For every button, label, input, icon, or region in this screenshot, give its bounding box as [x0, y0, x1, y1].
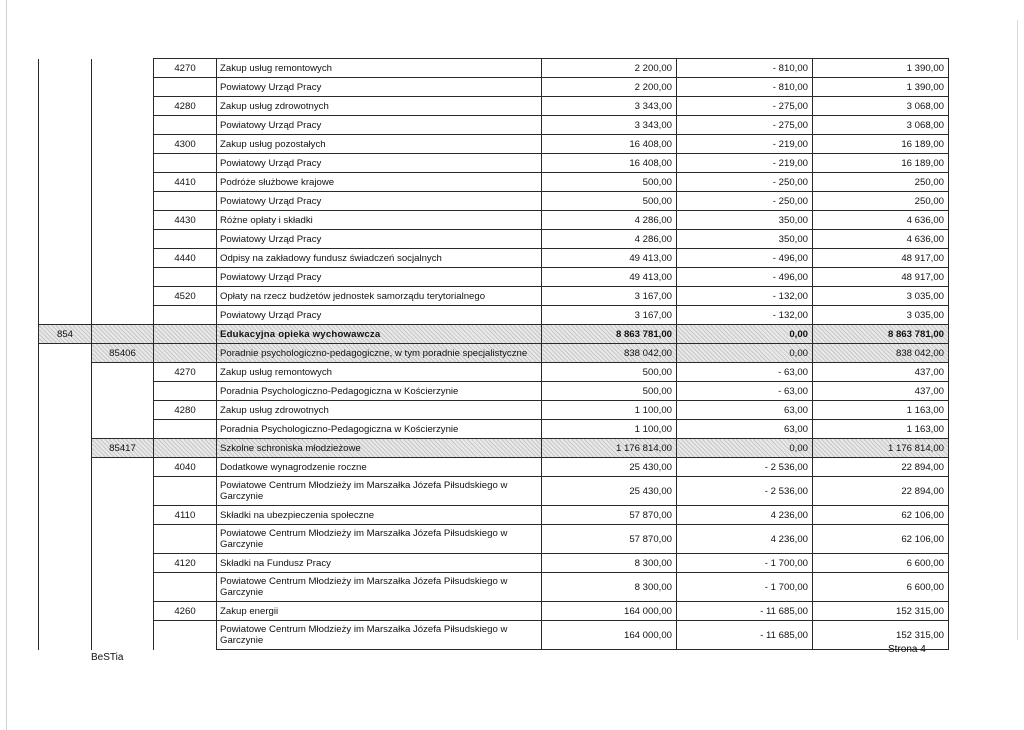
- item-name-cell: Zakup usług pozostałych: [217, 135, 542, 154]
- change-amount-cell: - 496,00: [677, 268, 813, 287]
- unit-row: [39, 230, 949, 249]
- unit-row: [39, 621, 949, 650]
- rozdzial-cell: [92, 573, 154, 602]
- item-name-cell: Powiatowy Urząd Pracy: [217, 268, 542, 287]
- item-name-cell: Odpisy na zakładowy fundusz świadczeń socjalnych: [217, 249, 542, 268]
- rozdzial-cell: [92, 458, 154, 477]
- unit-row: [39, 192, 949, 211]
- rozdzial-cell: [92, 116, 154, 135]
- unit-row: [39, 420, 949, 439]
- rozdzial-cell: [92, 287, 154, 306]
- rozdzial-cell: [92, 363, 154, 382]
- rozdzial-row: [39, 344, 949, 363]
- rozdzial-cell: [92, 306, 154, 325]
- change-amount-cell: - 275,00: [677, 116, 813, 135]
- paragraf-row: [39, 249, 949, 268]
- paragraf-cell: 4270: [154, 59, 217, 78]
- paragraf-cell: [154, 116, 217, 135]
- rozdzial-cell: [92, 154, 154, 173]
- rozdzial-cell: [92, 59, 154, 78]
- item-name-cell: Powiatowy Urząd Pracy: [217, 306, 542, 325]
- change-amount-cell: 63,00: [677, 420, 813, 439]
- dzial-cell: [39, 78, 92, 97]
- dzial-cell: [39, 97, 92, 116]
- plan-amount-cell: 500,00: [542, 363, 677, 382]
- dzial-cell: [39, 382, 92, 401]
- item-name-cell: Opłaty na rzecz budżetów jednostek samorządu terytorialnego: [217, 287, 542, 306]
- after-change-amount-cell: 22 894,00: [813, 477, 949, 506]
- after-change-amount-cell: 3 068,00: [813, 97, 949, 116]
- paragraf-cell: [154, 621, 217, 650]
- plan-amount-cell: 3 167,00: [542, 287, 677, 306]
- item-name-cell: Powiatowe Centrum Młodzieży im Marszałka Józefa Piłsudskiego w Garczynie: [217, 573, 542, 602]
- change-amount-cell: - 2 536,00: [677, 458, 813, 477]
- change-amount-cell: - 11 685,00: [677, 602, 813, 621]
- dzial-cell: [39, 173, 92, 192]
- after-change-amount-cell: 6 600,00: [813, 554, 949, 573]
- dzial-cell: [39, 525, 92, 554]
- item-name-cell: Edukacyjna opieka wychowawcza: [217, 325, 542, 344]
- item-name-cell: Powiatowe Centrum Młodzieży im Marszałka Józefa Piłsudskiego w Garczynie: [217, 525, 542, 554]
- plan-amount-cell: 3 343,00: [542, 97, 677, 116]
- item-name-cell: Powiatowe Centrum Młodzieży im Marszałka Józefa Piłsudskiego w Garczynie: [217, 621, 542, 650]
- after-change-amount-cell: 1 390,00: [813, 59, 949, 78]
- change-amount-cell: 0,00: [677, 344, 813, 363]
- change-amount-cell: - 219,00: [677, 154, 813, 173]
- after-change-amount-cell: 1 163,00: [813, 401, 949, 420]
- footer-page-number: Strona 4: [888, 644, 926, 655]
- dzial-cell: [39, 420, 92, 439]
- dzial-cell: [39, 573, 92, 602]
- paragraf-cell: 4110: [154, 506, 217, 525]
- unit-row: [39, 573, 949, 602]
- dzial-cell: [39, 344, 92, 363]
- item-name-cell: Różne opłaty i składki: [217, 211, 542, 230]
- rozdzial-cell: 85406: [92, 344, 154, 363]
- rozdzial-cell: [92, 554, 154, 573]
- after-change-amount-cell: 1 176 814,00: [813, 439, 949, 458]
- plan-amount-cell: 4 286,00: [542, 211, 677, 230]
- change-amount-cell: - 250,00: [677, 192, 813, 211]
- dzial-cell: [39, 268, 92, 287]
- plan-amount-cell: 25 430,00: [542, 477, 677, 506]
- plan-amount-cell: 3 167,00: [542, 306, 677, 325]
- dzial-cell: [39, 477, 92, 506]
- footer-program-name: BeSTia: [91, 652, 124, 663]
- item-name-cell: Powiatowe Centrum Młodzieży im Marszałka Józefa Piłsudskiego w Garczynie: [217, 477, 542, 506]
- after-change-amount-cell: 3 068,00: [813, 116, 949, 135]
- item-name-cell: Zakup usług zdrowotnych: [217, 401, 542, 420]
- budget-changes-table: [38, 58, 949, 650]
- plan-amount-cell: 1 100,00: [542, 401, 677, 420]
- rozdzial-cell: [92, 506, 154, 525]
- plan-amount-cell: 4 286,00: [542, 230, 677, 249]
- item-name-cell: Powiatowy Urząd Pracy: [217, 192, 542, 211]
- paragraf-row: [39, 401, 949, 420]
- paragraf-cell: [154, 268, 217, 287]
- rozdzial-row: [39, 439, 949, 458]
- rozdzial-cell: [92, 621, 154, 650]
- change-amount-cell: - 275,00: [677, 97, 813, 116]
- dzial-cell: [39, 154, 92, 173]
- dzial-cell: [39, 116, 92, 135]
- dzial-cell: [39, 554, 92, 573]
- scan-edge-right: [1017, 20, 1018, 640]
- paragraf-cell: 4280: [154, 97, 217, 116]
- plan-amount-cell: 8 300,00: [542, 554, 677, 573]
- dzial-cell: [39, 287, 92, 306]
- plan-amount-cell: 57 870,00: [542, 525, 677, 554]
- paragraf-cell: [154, 573, 217, 602]
- item-name-cell: Poradnia Psychologiczno-Pedagogiczna w Kościerzynie: [217, 382, 542, 401]
- scan-edge-left: [6, 0, 7, 730]
- rozdzial-cell: [92, 97, 154, 116]
- change-amount-cell: - 496,00: [677, 249, 813, 268]
- plan-amount-cell: 500,00: [542, 382, 677, 401]
- rozdzial-cell: [92, 382, 154, 401]
- item-name-cell: Poradnia Psychologiczno-Pedagogiczna w Kościerzynie: [217, 420, 542, 439]
- paragraf-cell: [154, 420, 217, 439]
- rozdzial-cell: [92, 525, 154, 554]
- change-amount-cell: - 810,00: [677, 78, 813, 97]
- change-amount-cell: - 2 536,00: [677, 477, 813, 506]
- change-amount-cell: 0,00: [677, 325, 813, 344]
- plan-amount-cell: 25 430,00: [542, 458, 677, 477]
- item-name-cell: Powiatowy Urząd Pracy: [217, 116, 542, 135]
- rozdzial-cell: [92, 401, 154, 420]
- rozdzial-cell: [92, 78, 154, 97]
- item-name-cell: Poradnie psychologiczno-pedagogiczne, w tym poradnie specjalistyczne: [217, 344, 542, 363]
- after-change-amount-cell: 4 636,00: [813, 211, 949, 230]
- dzial-cell: [39, 439, 92, 458]
- paragraf-row: [39, 135, 949, 154]
- dzial-cell: [39, 59, 92, 78]
- rozdzial-cell: [92, 249, 154, 268]
- paragraf-cell: 4440: [154, 249, 217, 268]
- after-change-amount-cell: 152 315,00: [813, 621, 949, 650]
- paragraf-cell: 4260: [154, 602, 217, 621]
- plan-amount-cell: 500,00: [542, 173, 677, 192]
- paragraf-row: [39, 97, 949, 116]
- plan-amount-cell: 838 042,00: [542, 344, 677, 363]
- paragraf-row: [39, 506, 949, 525]
- item-name-cell: Zakup usług remontowych: [217, 59, 542, 78]
- change-amount-cell: - 11 685,00: [677, 621, 813, 650]
- change-amount-cell: 63,00: [677, 401, 813, 420]
- after-change-amount-cell: 62 106,00: [813, 506, 949, 525]
- dzial-cell: [39, 306, 92, 325]
- plan-amount-cell: 16 408,00: [542, 135, 677, 154]
- paragraf-cell: [154, 525, 217, 554]
- paragraf-cell: [154, 477, 217, 506]
- plan-amount-cell: 2 200,00: [542, 78, 677, 97]
- after-change-amount-cell: 4 636,00: [813, 230, 949, 249]
- unit-row: [39, 116, 949, 135]
- paragraf-row: [39, 211, 949, 230]
- item-name-cell: Szkolne schroniska młodzieżowe: [217, 439, 542, 458]
- plan-amount-cell: 1 100,00: [542, 420, 677, 439]
- dzial-cell: [39, 401, 92, 420]
- paragraf-cell: 4300: [154, 135, 217, 154]
- paragraf-cell: [154, 154, 217, 173]
- rozdzial-cell: [92, 477, 154, 506]
- change-amount-cell: - 219,00: [677, 135, 813, 154]
- change-amount-cell: 350,00: [677, 211, 813, 230]
- paragraf-cell: [154, 439, 217, 458]
- budget-table-body: [39, 59, 949, 650]
- paragraf-cell: 4040: [154, 458, 217, 477]
- dzial-cell: [39, 249, 92, 268]
- dzial-row: [39, 325, 949, 344]
- after-change-amount-cell: 250,00: [813, 192, 949, 211]
- plan-amount-cell: 57 870,00: [542, 506, 677, 525]
- paragraf-cell: 4520: [154, 287, 217, 306]
- after-change-amount-cell: 1 163,00: [813, 420, 949, 439]
- dzial-cell: [39, 192, 92, 211]
- paragraf-row: [39, 363, 949, 382]
- after-change-amount-cell: 48 917,00: [813, 268, 949, 287]
- unit-row: [39, 477, 949, 506]
- rozdzial-cell: [92, 135, 154, 154]
- dzial-cell: 854: [39, 325, 92, 344]
- paragraf-cell: [154, 192, 217, 211]
- dzial-cell: [39, 230, 92, 249]
- dzial-cell: [39, 602, 92, 621]
- paragraf-row: [39, 458, 949, 477]
- plan-amount-cell: 1 176 814,00: [542, 439, 677, 458]
- after-change-amount-cell: 437,00: [813, 363, 949, 382]
- after-change-amount-cell: 3 035,00: [813, 306, 949, 325]
- after-change-amount-cell: 250,00: [813, 173, 949, 192]
- paragraf-cell: 4120: [154, 554, 217, 573]
- after-change-amount-cell: 838 042,00: [813, 344, 949, 363]
- paragraf-cell: 4410: [154, 173, 217, 192]
- plan-amount-cell: 49 413,00: [542, 249, 677, 268]
- item-name-cell: Składki na ubezpieczenia społeczne: [217, 506, 542, 525]
- dzial-cell: [39, 621, 92, 650]
- after-change-amount-cell: 1 390,00: [813, 78, 949, 97]
- change-amount-cell: - 132,00: [677, 287, 813, 306]
- paragraf-cell: [154, 78, 217, 97]
- change-amount-cell: - 63,00: [677, 363, 813, 382]
- paragraf-cell: 4280: [154, 401, 217, 420]
- plan-amount-cell: 8 863 781,00: [542, 325, 677, 344]
- after-change-amount-cell: 3 035,00: [813, 287, 949, 306]
- plan-amount-cell: 8 300,00: [542, 573, 677, 602]
- rozdzial-cell: [92, 602, 154, 621]
- rozdzial-cell: [92, 325, 154, 344]
- paragraf-cell: [154, 344, 217, 363]
- after-change-amount-cell: 22 894,00: [813, 458, 949, 477]
- paragraf-cell: 4270: [154, 363, 217, 382]
- paragraf-row: [39, 554, 949, 573]
- rozdzial-cell: [92, 173, 154, 192]
- paragraf-cell: [154, 325, 217, 344]
- plan-amount-cell: 500,00: [542, 192, 677, 211]
- unit-row: [39, 154, 949, 173]
- item-name-cell: Powiatowy Urząd Pracy: [217, 78, 542, 97]
- rozdzial-cell: 85417: [92, 439, 154, 458]
- plan-amount-cell: 16 408,00: [542, 154, 677, 173]
- paragraf-cell: [154, 230, 217, 249]
- after-change-amount-cell: 152 315,00: [813, 602, 949, 621]
- after-change-amount-cell: 437,00: [813, 382, 949, 401]
- after-change-amount-cell: 16 189,00: [813, 135, 949, 154]
- plan-amount-cell: 3 343,00: [542, 116, 677, 135]
- unit-row: [39, 78, 949, 97]
- change-amount-cell: - 1 700,00: [677, 573, 813, 602]
- plan-amount-cell: 49 413,00: [542, 268, 677, 287]
- plan-amount-cell: 2 200,00: [542, 59, 677, 78]
- paragraf-cell: 4430: [154, 211, 217, 230]
- rozdzial-cell: [92, 420, 154, 439]
- paragraf-row: [39, 287, 949, 306]
- plan-amount-cell: 164 000,00: [542, 602, 677, 621]
- dzial-cell: [39, 211, 92, 230]
- change-amount-cell: - 250,00: [677, 173, 813, 192]
- rozdzial-cell: [92, 192, 154, 211]
- unit-row: [39, 525, 949, 554]
- change-amount-cell: - 1 700,00: [677, 554, 813, 573]
- dzial-cell: [39, 506, 92, 525]
- rozdzial-cell: [92, 211, 154, 230]
- change-amount-cell: 4 236,00: [677, 506, 813, 525]
- paragraf-cell: [154, 306, 217, 325]
- after-change-amount-cell: 62 106,00: [813, 525, 949, 554]
- dzial-cell: [39, 363, 92, 382]
- change-amount-cell: 350,00: [677, 230, 813, 249]
- item-name-cell: Składki na Fundusz Pracy: [217, 554, 542, 573]
- paragraf-cell: [154, 382, 217, 401]
- unit-row: [39, 306, 949, 325]
- paragraf-row: [39, 602, 949, 621]
- dzial-cell: [39, 135, 92, 154]
- change-amount-cell: 0,00: [677, 439, 813, 458]
- after-change-amount-cell: 48 917,00: [813, 249, 949, 268]
- change-amount-cell: - 810,00: [677, 59, 813, 78]
- rozdzial-cell: [92, 230, 154, 249]
- after-change-amount-cell: 16 189,00: [813, 154, 949, 173]
- change-amount-cell: 4 236,00: [677, 525, 813, 554]
- rozdzial-cell: [92, 268, 154, 287]
- unit-row: [39, 268, 949, 287]
- item-name-cell: Podróże służbowe krajowe: [217, 173, 542, 192]
- dzial-cell: [39, 458, 92, 477]
- item-name-cell: Zakup usług zdrowotnych: [217, 97, 542, 116]
- item-name-cell: Dodatkowe wynagrodzenie roczne: [217, 458, 542, 477]
- item-name-cell: Zakup usług remontowych: [217, 363, 542, 382]
- item-name-cell: Powiatowy Urząd Pracy: [217, 154, 542, 173]
- paragraf-row: [39, 59, 949, 78]
- item-name-cell: Zakup energii: [217, 602, 542, 621]
- change-amount-cell: - 63,00: [677, 382, 813, 401]
- unit-row: [39, 382, 949, 401]
- change-amount-cell: - 132,00: [677, 306, 813, 325]
- after-change-amount-cell: 6 600,00: [813, 573, 949, 602]
- after-change-amount-cell: 8 863 781,00: [813, 325, 949, 344]
- plan-amount-cell: 164 000,00: [542, 621, 677, 650]
- item-name-cell: Powiatowy Urząd Pracy: [217, 230, 542, 249]
- paragraf-row: [39, 173, 949, 192]
